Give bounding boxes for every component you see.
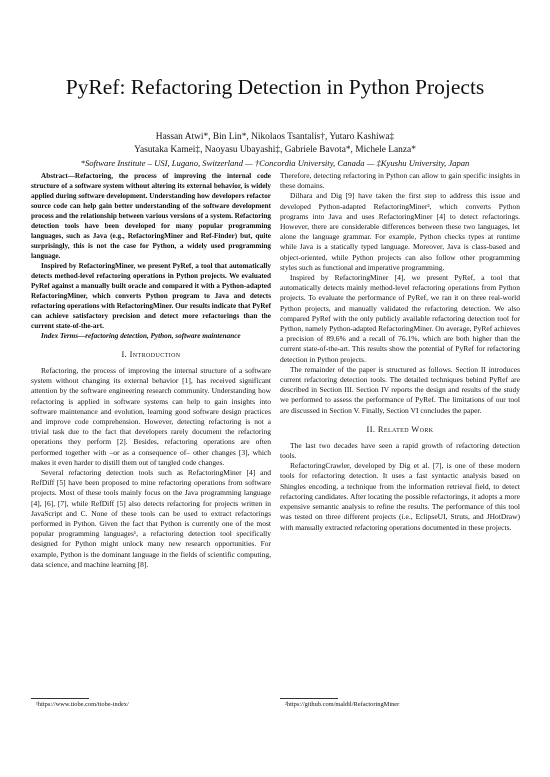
footnote-2 (285, 701, 399, 709)
abstract-paragraph-2: Inspired by RefactoringMiner, we present PyRef, a tool that automatically detects method-level refactoring operations in Python projects. We evaluated PyRef against a manually built oracle and compared it with a Python-adapted RefactoringMiner, which converts Python program to Java and detects refactoring operations with RefactoringMiner. Our results indicate that PyRef can achieve satisfactory precision and detect more refactorings than the current state-of-the-art. (31, 262, 271, 330)
right-column (280, 171, 520, 533)
author-line-1: Hassan Atwi*, Bin Lin*, Nikolaos Tsantalis†, Yutaro Kashiwa‡ (155, 132, 395, 142)
footnote-2-text: ²https://github.com/maldil/RefactoringMiner (285, 701, 400, 708)
related-paragraph-1: The last two decades have seen a rapid growth of refactoring detection tools. (280, 440, 520, 461)
right-paragraph-2: Dilhara and Dig [9] have taken the first step to address this issue and developed Python-adapted RefactoringMiner², which converts Python programs into Java and uses RefactoringMiner [4] to detect refactorings. However, there are considerable differences between these two languages, let alone the language grammar. For example, Python checks types at runtime while Java is a statically typed language. Moreover, Java is class-based and object-oriented, while Python projects can also follow other programming styles such as functional and imperative programming. (280, 191, 520, 272)
index-terms: Index Terms—refactoring detection, Python, software maintenance (41, 332, 241, 340)
footnote-rule-right (280, 698, 338, 699)
author-line-2: Yasutaka Kamei‡, Naoyasu Ubayashi‡, Gabriele Bavota*, Michele Lanza* (134, 145, 416, 155)
abstract-paragraph-1: Abstract—Refactoring, the process of improving the internal code structure of a software system without altering its external behavior, is widely applied during software development. Understanding how developers refactor source code can help gain better understanding of the software development process and the relationship between various versions of a system. Refactoring detection tools have been developed for many popular programming languages, such as Java (e.g., RefactoringMiner and Ref-Finder) but, quite surprisingly, this is not the case for Python, a widely used programming language. (31, 172, 271, 260)
author-block (20, 131, 530, 170)
right-paragraph-4: The remainder of the paper is structured as follows. Section II introduces current refactoring detection tools. The detailed techniques behind PyRef are described in Section III. Section IV reports the design and results of the study we performed to assess the performance of PyRef. The limitations of our tool are discussed in Section V. Finally, Section VI concludes the paper. (280, 364, 520, 415)
footnote-1 (36, 701, 129, 709)
intro-paragraph-1: Refactoring, the process of improving the internal structure of a software system without changing its external behavior [1], has received significant attention by the software engineering research community. Understanding how refactoring is applied in software systems can help to gain insights into software maintenance and evolution, learning good software design practices and improve code comprehension. However, detecting refactoring is not a trivial task due to the fact that developers rarely document the refactoring operations they perform [2]. Besides, refactoring operations are often performed together with –or as a consequence of– other changes [3], which makes it even harder to distill them out of tangled code changes. (31, 366, 271, 467)
right-paragraph-3: Inspired by RefactoringMiner [4], we present PyRef, a tool that automatically detects mainly method-level refactoring operations from Python projects. To evaluate the performance of PyRef, we ran it on three real-world Python projects, and manually validated the refactoring detection. We also compared PyRef with the only publicly available refactoring detection tool for Python, namely Python-adapted RefactoringMiner. On average, PyRef achieves a precision of 89.6% and a recall of 76.1%, which are both higher than the current state-of-the-art. This results show the potential of PyRef for refactoring detection in Python projects. (280, 273, 520, 364)
left-column (31, 171, 271, 570)
paper-title: PyRef: Refactoring Detection in Python Projects (65, 75, 485, 99)
section-heading-introduction: I. Introduction (121, 350, 181, 359)
footnote-1-text: ¹https://www.tiobe.com/tiobe-index/ (36, 701, 129, 708)
related-paragraph-2: RefactoringCrawler, developed by Dig et al. [7], is one of these modern tools for refactoring detection. It uses a fast syntactic analysis based on Shingles encoding, a technique from the information retrieval field, to detect refactoring candidates. After locating the possible refactorings, it adopts a more expensive semantic analysis to refine the results. The performance of this tool was tested on three different projects (i.e., EclipseUI, Struts, and JHotDraw) with manually extracted refactoring operations documented in these projects. (280, 461, 520, 532)
intro-paragraph-2: Several refactoring detection tools such as RefactoringMiner [4] and RefDiff [5] have been proposed to mine refactoring operations from software projects. Most of these tools mainly focus on the Java programming language [4], [6], [7], while RefDiff [5] also detects refactoring for projects written in JavaScript and C. None of these tools can be used to extract refactorings performed in Python. Given the fact that Python is currently one of the most popular programming languages¹, a refactoring detection tool specifically designed for Python might unlock many new research opportunities. For example, Python is the dominant language in the fields of scientific computing, data science, and machine learning [8]. (31, 468, 271, 569)
footnote-rule-left (31, 698, 89, 699)
right-paragraph-1: Therefore, detecting refactoring in Python can allow to gain specific insights in these domains. (280, 171, 520, 191)
affiliations: *Software Institute – USI, Lugano, Switzerland — †Concordia University, Canada — ‡Kyushu University, Japan (80, 158, 470, 168)
section-heading-related-work: II. Related Work (366, 424, 434, 434)
